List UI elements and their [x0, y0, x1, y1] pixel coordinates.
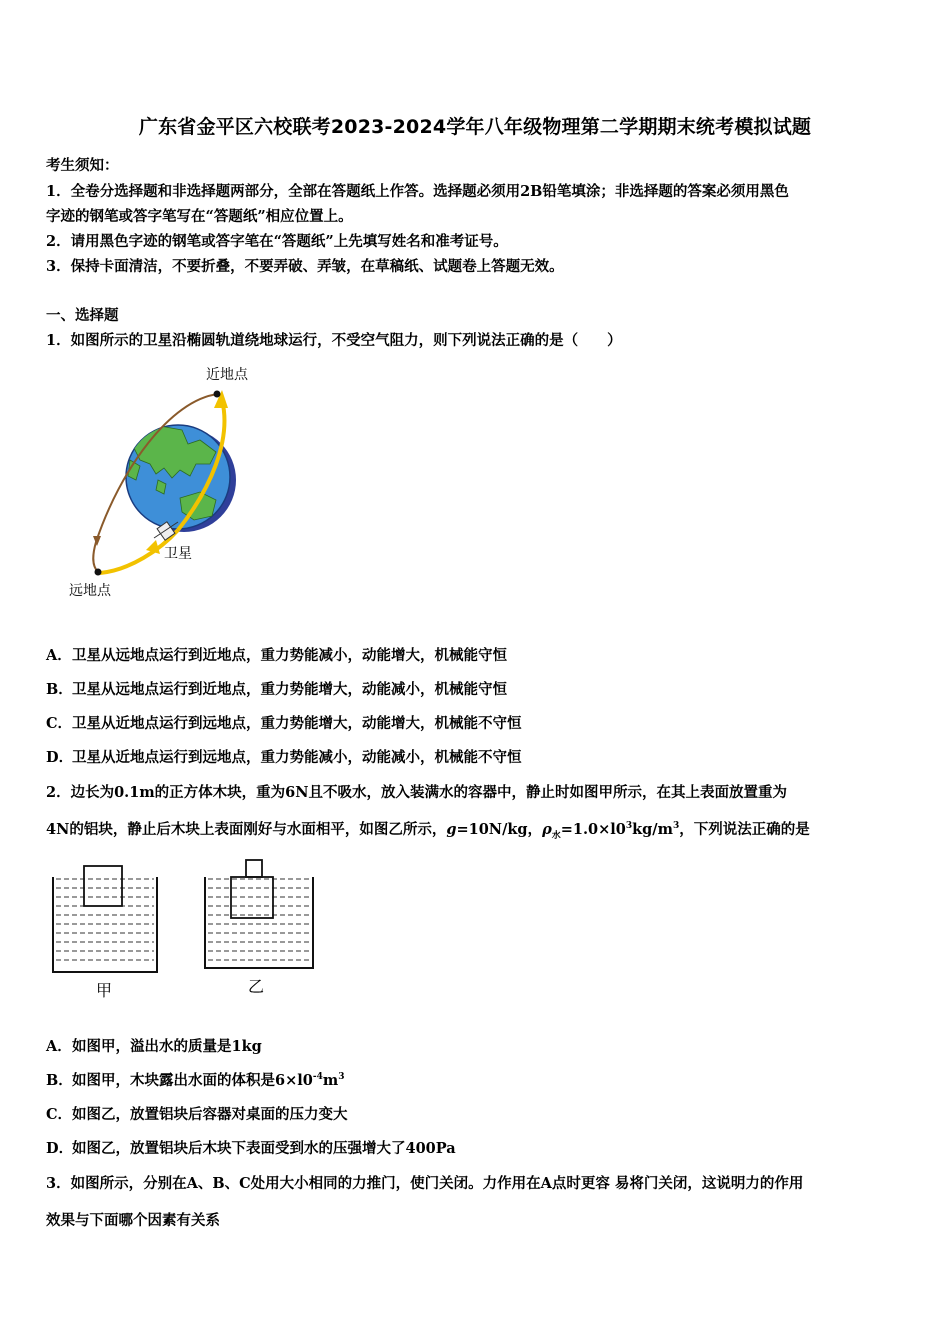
option-label: B． [46, 681, 73, 698]
option-text: 卫星从近地点运行到远地点，重力势能减小，动能减小，机械能不守恒 [72, 749, 522, 766]
rho-symbol: ρ [542, 821, 552, 838]
option-text: 如图甲，溢出水的质量是1kg [72, 1038, 262, 1055]
rho-value: =1.0×l0 [560, 821, 626, 838]
page-title: 广东省金平区六校联考2023-2024学年八年级物理第二学期期末统考模拟试题 [138, 116, 812, 138]
figure-label-yi: 乙 [248, 977, 265, 996]
option-exponent: -4 [312, 1072, 323, 1083]
container-right [205, 860, 313, 968]
question-1-stem: 1．如图所示的卫星沿椭圆轨道绕地球运行，不受空气阻力，则下列说法正确的是（ ） [46, 332, 622, 349]
section-heading: 一、选择题 [46, 307, 119, 324]
question-2-stem-line2 [46, 818, 810, 841]
option-label: C． [46, 715, 73, 732]
option-text: 如图乙，放置铝块后容器对桌面的压力变大 [72, 1106, 348, 1123]
option-label: D． [46, 749, 74, 766]
question-3-stem: 3．如图所示，分别在A、B、C处用大小相同的力推门，使门关闭。力作用在A点时更容 易将门关闭，这说明力的作用 [46, 1175, 804, 1192]
perigee-label: 近地点 [206, 367, 248, 383]
notice-item: 3．保持卡面清洁，不要折叠，不要弄破、弄皱，在草稿纸、试题卷上答题无效。 [46, 258, 564, 275]
apogee-label: 远地点 [69, 583, 111, 599]
option-text: 如图乙，放置铝块后木块下表面受到水的压强增大了400Pa [72, 1140, 456, 1157]
g-symbol: g [446, 821, 457, 838]
option-text: 卫星从近地点运行到远地点，重力势能增大，动能增大，机械能不守恒 [72, 715, 522, 732]
option-a[interactable] [46, 644, 507, 665]
notice-heading: 考生须知： [46, 157, 119, 174]
option-d[interactable] [46, 1137, 456, 1158]
aluminum-block [246, 860, 262, 877]
option-text: 卫星从远地点运行到近地点，重力势能减小，动能增大，机械能守恒 [72, 647, 507, 664]
option-label: C． [46, 1106, 73, 1123]
option-unit: m [322, 1072, 339, 1089]
container-left [53, 866, 157, 972]
wood-block [84, 866, 122, 906]
rho-unit: kg/m [632, 821, 673, 838]
option-a[interactable] [46, 1035, 262, 1056]
notice-item: 1．全卷分选择题和非选择题两部分，全部在答题纸上作答。选择题必须用2B铅笔填涂；非选择题的答案必须用黑色 [46, 183, 789, 200]
rho-unit-exponent: 3 [672, 821, 680, 832]
option-label: D． [46, 1140, 74, 1157]
notice-item: 字迹的钢笔或答字笔写在“答题纸”相应位置上。 [46, 208, 353, 225]
option-b[interactable] [46, 678, 507, 699]
option-c[interactable] [46, 1103, 348, 1124]
rho-exponent: 3 [625, 821, 633, 832]
orbit-arrow-icon [146, 540, 160, 554]
stem-text: 4N的铝块，静止后木块上表面刚好与水面相平，如图乙所示， [46, 821, 447, 838]
option-label: A． [46, 1038, 72, 1055]
option-b[interactable] [46, 1069, 344, 1090]
perigee-point [214, 391, 221, 398]
option-d[interactable] [46, 746, 522, 767]
stem-text: ，下列说法正确的是 [679, 821, 810, 838]
satellite-label: 卫星 [164, 546, 192, 562]
question-2-stem: 2．边长为0.1m的正方体木块，重为6N且不吸水，放入装满水的容器中，静止时如图甲所示，在其上表面放置重为 [46, 784, 787, 801]
figure-label-jia: 甲 [96, 981, 113, 1000]
notice-item: 2．请用黑色字迹的钢笔或答字笔在“答题纸”上先填写姓名和准考证号。 [46, 233, 508, 250]
satellite-orbit-figure [60, 360, 260, 605]
g-value: =10N/kg， [456, 821, 543, 838]
rho-subscript: 水 [551, 830, 561, 841]
container-figure [44, 855, 324, 1005]
option-text: 如图甲，木块露出水面的体积是6×l0 [72, 1072, 313, 1089]
option-text: 卫星从远地点运行到近地点，重力势能增大，动能减小，机械能守恒 [72, 681, 507, 698]
option-label: B． [46, 1072, 73, 1089]
option-unit-exponent: 3 [338, 1072, 345, 1083]
option-c[interactable] [46, 712, 522, 733]
option-label: A． [46, 647, 72, 664]
apogee-point [95, 569, 102, 576]
question-3-stem-line2: 效果与下面哪个因素有关系 [46, 1212, 220, 1229]
orbit-arrow-icon [93, 536, 101, 546]
